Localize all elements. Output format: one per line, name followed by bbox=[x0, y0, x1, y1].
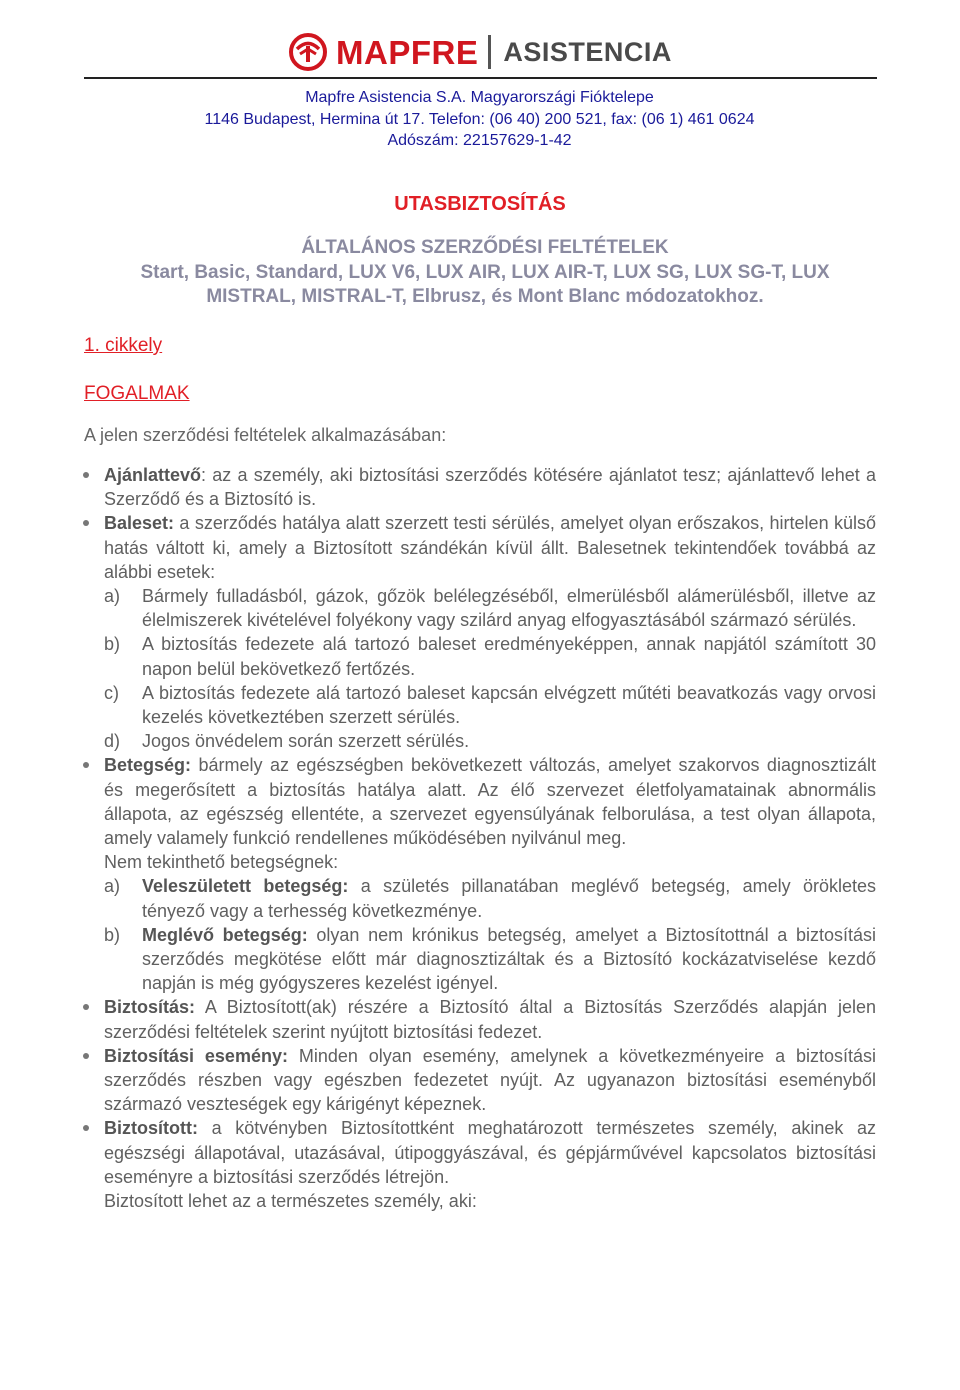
definition-betegseg bbox=[104, 753, 876, 850]
bullet-icon bbox=[83, 762, 89, 768]
brand-name: MAPFRE bbox=[336, 33, 479, 71]
sub-item bbox=[104, 681, 876, 729]
company-line: Mapfre Asistencia S.A. Magyarországi Fióktelepe bbox=[305, 89, 654, 106]
definition-baleset bbox=[104, 511, 876, 584]
definition-term: Biztosítási esemény: bbox=[104, 1045, 288, 1066]
section-heading: FOGALMAK bbox=[84, 383, 190, 404]
intro-text: A jelen szerződési feltételek alkalmazásában: bbox=[84, 425, 447, 445]
definition-term: Ajánlattevő bbox=[104, 465, 202, 485]
definition-term: Biztosítás: bbox=[104, 997, 196, 1018]
sub-item-term: Meglévő betegség: bbox=[142, 924, 308, 945]
sub-item-text: Bármely fulladásból, gázok, gőzök belélegzéséből, elmerülésből alámerülésből, illetve az élelmiszerek kivételével folyékony vagy szilárd anyag elfogyasztásából származó sérülés. bbox=[142, 586, 876, 631]
definition-text: A Biztosított(ak) részére a Biztosító által a Biztosítás Szerződés alapján jelen szerződési feltételek szerint nyújtott biztosítási fedezet. bbox=[104, 997, 876, 1042]
subtitle-line: MISTRAL, MISTRAL-T, Elbrusz, és Mont Blanc módozatokhoz. bbox=[206, 286, 764, 307]
bullet-icon bbox=[83, 520, 89, 526]
definition-text: Minden olyan esemény, amelynek a következményeire a biztosítási szerződés részben vagy egészben fedezetet nyújt. Az ugyanazon biztosítási eseményből származó veszteségek egy kárigényt képeznek. bbox=[104, 1045, 876, 1115]
sub-item bbox=[104, 874, 876, 922]
sub-item-label: c) bbox=[104, 682, 119, 703]
sub-item-text: olyan nem krónikus betegség, amelyet a Biztosítottnál a biztosítási szerződés megkötése előtt már diagnosztizáltak és a Biztosító kockázatviselése kezdő napján is még gyógyszeres kezelést igényel. bbox=[142, 924, 876, 994]
company-logo bbox=[288, 30, 672, 74]
bullet-icon bbox=[83, 1125, 89, 1131]
address-line: 1146 Budapest, Hermina út 17. Telefon: (06 40) 200 521, fax: (06 1) 461 0624 bbox=[204, 110, 755, 128]
bullet-icon bbox=[83, 1004, 89, 1010]
subtitle-line: Start, Basic, Standard, LUX V6, LUX AIR, LUX AIR-T, LUX SG, LUX SG-T, LUX bbox=[140, 261, 830, 283]
article-heading: 1. cikkely bbox=[84, 335, 163, 356]
document-subtitle bbox=[90, 236, 880, 310]
definition-biztositott bbox=[104, 1116, 876, 1189]
mapfre-emblem-icon bbox=[288, 32, 328, 72]
definition-ajanlattevo bbox=[104, 463, 876, 511]
definition-text: a szerződés hatálya alatt szerzett testi sérülés, amelyet olyan erőszakos, hirtelen külső hatás váltott ki, amely a Biztosított szándékán kívül állt. Balesetnek tekintendőek továbbá az alábbi esetek: bbox=[104, 513, 876, 582]
sub-item bbox=[104, 923, 876, 996]
exclusion-label: Nem tekinthető betegségnek: bbox=[104, 852, 339, 873]
document-title: UTASBIZTOSÍTÁS bbox=[394, 193, 566, 215]
company-info bbox=[0, 87, 960, 152]
tax-line: Adószám: 22157629-1-42 bbox=[387, 132, 572, 149]
sub-item bbox=[104, 632, 876, 680]
logo-separator bbox=[488, 35, 491, 69]
subtitle-line: ÁLTALÁNOS SZERZŐDÉSI FELTÉTELEK bbox=[301, 237, 669, 258]
definition-biztositas bbox=[104, 995, 876, 1043]
definition-term: Baleset: bbox=[104, 513, 175, 534]
definition-text: a kötvényben Biztosítottként meghatározott természetes személy, akinek az egészségi állapotával, utazásával, útipoggyászával, és gépjárművével kapcsolatos biztosítási eseményre a biztosítási szerződés létrejön. bbox=[104, 1118, 876, 1187]
definition-text: bármely az egészségben bekövetkezett változás, amelyet szakorvos diagnosztizált és megerősített a biztosítás hatálya alatt. Az élő szervezet életfolyamatainak abnormális állapota, az egészség ellentéte, a szervezet egyensúlyának felborulása, a test olyan állapota, amely valamely funkció rendellenes működésében nyilvánul meg. bbox=[104, 755, 876, 849]
division-name: ASISTENCIA bbox=[503, 36, 672, 67]
sub-item-term: Veleszületett betegség: bbox=[142, 876, 349, 897]
bullet-icon bbox=[83, 1053, 89, 1059]
definition-text: : az a személy, aki biztosítási szerződés kötésére ajánlatot tesz; ajánlattevő lehet a Szerződő és a Biztosító is. bbox=[104, 465, 876, 510]
definitions-list bbox=[104, 463, 876, 1213]
sub-item-text: A biztosítás fedezete alá tartozó baleset kapcsán elvégzett műtéti beavatkozás vagy orvosi kezelés következtében szerzett sérülés. bbox=[142, 682, 876, 728]
header-divider bbox=[84, 77, 877, 79]
sub-item-label: a) bbox=[104, 586, 121, 607]
sub-item-text: Jogos önvédelem során szerzett sérülés. bbox=[142, 731, 470, 752]
sub-item bbox=[104, 729, 876, 753]
sub-item-label: b) bbox=[104, 924, 121, 945]
sub-item-text: a születés pillanatában meglévő betegség, amely örökletes tényező vagy a terhesség következménye. bbox=[142, 876, 876, 921]
sub-item-label: b) bbox=[104, 634, 121, 655]
definition-biztositasi-esemeny bbox=[104, 1044, 876, 1117]
sub-item bbox=[104, 584, 876, 632]
definition-term: Betegség: bbox=[104, 755, 192, 776]
bullet-icon bbox=[83, 472, 89, 478]
sub-item-label: a) bbox=[104, 876, 121, 897]
definition-tail: Biztosított lehet az a természetes személy, aki: bbox=[104, 1191, 477, 1212]
definition-term: Biztosított: bbox=[104, 1118, 198, 1139]
sub-item-label: d) bbox=[104, 731, 121, 752]
sub-item-text: A biztosítás fedezete alá tartozó baleset eredményeképpen, annak napjától számított 30 napon belül bekövetkező fertőzés. bbox=[142, 634, 876, 679]
